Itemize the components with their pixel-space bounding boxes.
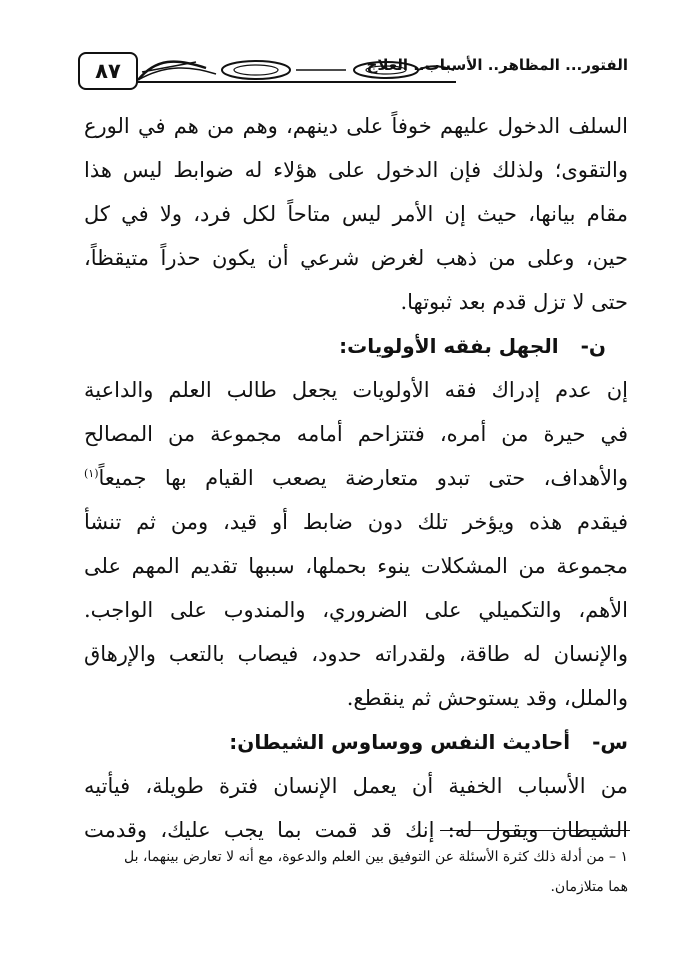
text-line: حتى لا تزل قدم بعد ثبوتها.	[400, 290, 628, 314]
running-title: الفتور... المظاهر.. الأسباب.. العلاج	[366, 56, 628, 74]
section-heading	[84, 324, 628, 368]
text-line-with-note	[84, 456, 628, 500]
footnotes	[84, 842, 628, 902]
section-heading	[84, 720, 628, 764]
text-line: حين، وعلى من ذهب لغرض شرعي أن يكون حذراً متيقظاً،	[84, 246, 628, 270]
text-line: مقام بيانها، حيث إن الأمر ليس متاحاً لكل فرد، ولا في كل	[84, 202, 628, 226]
text-line: من الأسباب الخفية أن يعمل الإنسان فترة طويلة، فيأتيه	[84, 774, 628, 798]
section-letter: س-	[592, 730, 628, 754]
text-segment: والأهداف، حتى تبدو متعارضة يصعب القيام بها جميعاً	[98, 466, 628, 490]
text-line: والملل، وقد يستوحش ثم ينقطع.	[346, 686, 628, 710]
text-line: السلف الدخول عليهم خوفاً على دينهم، وهم من هم في الورع	[84, 114, 628, 138]
page-number-badge	[78, 52, 138, 90]
page-number: ٨٧	[95, 59, 121, 83]
footnote-divider	[440, 830, 630, 831]
footnote-line: ١ – من أدلة ذلك كثرة الأسئلة عن التوفيق بين العلم والدعوة، مع أنه لا تعارض بينهما، بل	[123, 849, 628, 865]
section-title: أحاديث النفس ووساوس الشيطان:	[229, 730, 571, 754]
page-header	[78, 50, 628, 92]
text-line: والتقوى؛ ولذلك فإن الدخول على هؤلاء له ضوابط ليس هذا	[84, 158, 628, 182]
text-line: الشيطان ويقول له: إنك قد قمت بما يجب عليك، وقدمت	[84, 818, 628, 842]
section-letter: ن-	[580, 334, 606, 358]
text-line: والإنسان له طاقة، ولقدراته حدود، فيصاب بالتعب والإرهاق	[84, 642, 628, 666]
body-text	[84, 104, 628, 852]
text-line: مجموعة من المشكلات ينوء بحملها، سببها تقديم المهم على	[84, 554, 628, 578]
section-title: الجهل بفقه الأولويات:	[339, 334, 559, 358]
footnote-marker: (١)	[84, 467, 99, 480]
text-line: في حيرة من أمره، فتتزاحم أمامه مجموعة من المصالح	[84, 422, 628, 446]
text-line: الأهم، والتكميلي على الضروري، والمندوب على الواجب.	[84, 598, 628, 622]
text-line: إن عدم إدراك فقه الأولويات يجعل طالب العلم والداعية	[84, 378, 628, 402]
footnote-line: هما متلازمان.	[550, 879, 628, 895]
text-line: فيقدم هذه ويؤخر تلك دون ضابط أو قيد، ومن ثم تنشأ	[84, 510, 628, 534]
